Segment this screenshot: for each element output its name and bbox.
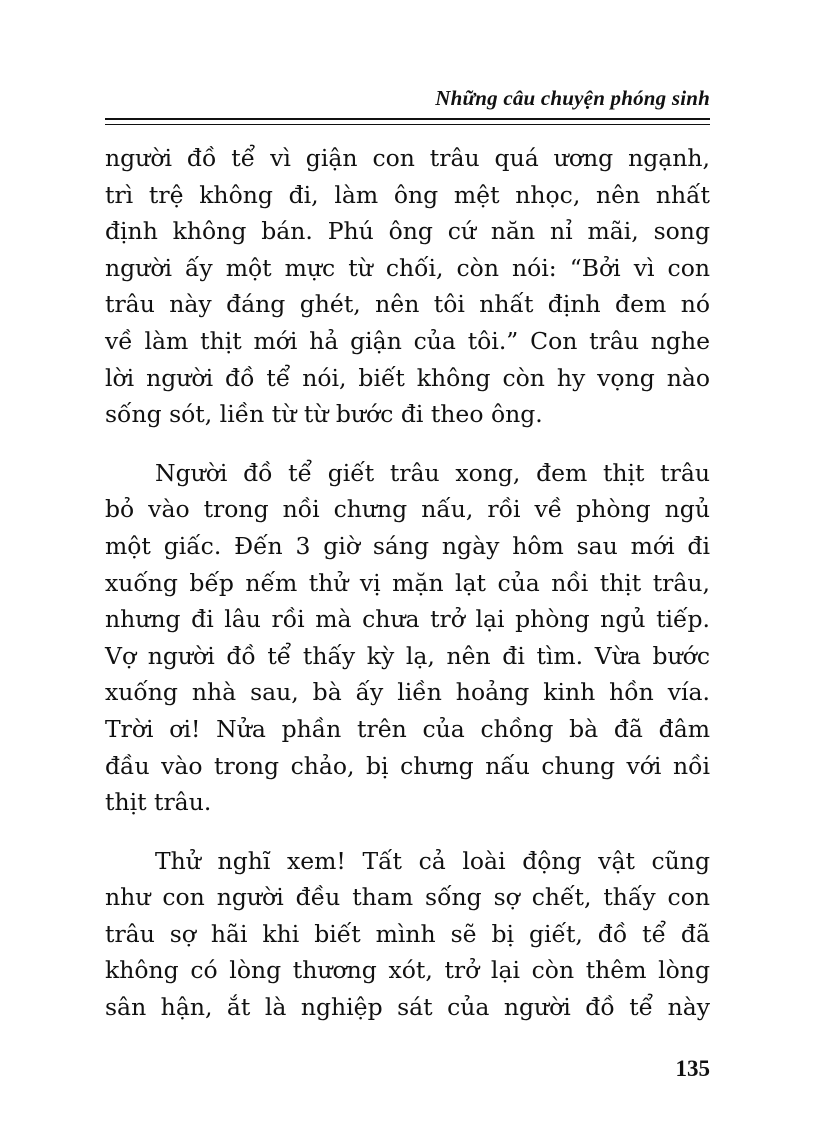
body-text [105,140,710,1026]
header-rule-bottom [105,124,710,125]
text-line: về làm thịt mới hả giận của tôi.” Con trâu nghe [105,326,710,355]
text-line: sân hận, ắt là nghiệp sát của người đồ tể này [105,993,710,1022]
text-line: người ấy một mực từ chối, còn nói: “Bởi vì con [105,253,710,282]
text-line: xuống nhà sau, bà ấy liền hoảng kinh hồn vía. [105,678,710,707]
paragraph-spacer [105,821,710,843]
text-line: như con người đều tham sống sợ chết, thấy con [105,883,710,912]
text-line: đầu vào trong chảo, bị chưng nấu chung với nồi [105,751,710,780]
text-line: nhưng đi lâu rồi mà chưa trở lại phòng ngủ tiếp. [105,605,710,634]
text-line: xuống bếp nếm thử vị mặn lạt của nồi thịt trâu, [105,568,710,597]
text-line: Vợ người đồ tể thấy kỳ lạ, nên đi tìm. Vừa bước [105,641,710,670]
page-number: 135 [675,1056,710,1081]
text-line: sống sót, liền từ từ bước đi theo ông. [105,400,543,429]
text-line: lời người đồ tể nói, biết không còn hy vọng nào [105,363,710,392]
text-line: thịt trâu. [105,788,212,817]
paragraph-1 [105,140,710,433]
text-line: trì trệ không đi, làm ông mệt nhọc, nên nhất [105,180,710,209]
text-line: không có lòng thương xót, trở lại còn thêm lòng [105,956,710,985]
text-line: Người đồ tể giết trâu xong, đem thịt trâu [155,458,710,487]
header-rule-top [105,118,710,120]
text-line: một giấc. Đến 3 giờ sáng ngày hôm sau mới đi [105,531,710,560]
text-line: trâu sợ hãi khi biết mình sẽ bị giết, đồ tể đã [105,919,710,948]
text-line: người đồ tể vì giận con trâu quá ương ngạnh, [105,144,710,172]
text-line: Thử nghĩ xem! Tất cả loài động vật cũng [155,846,710,875]
text-line: trâu này đáng ghét, nên tôi nhất định đem nó [105,290,710,319]
text-line: Trời ơi! Nửa phần trên của chồng bà đã đâm [105,714,710,743]
running-header-title: Những câu chuyện phóng sinh [435,86,710,110]
text-line: bỏ vào trong nồi chưng nấu, rồi về phòng ngủ [105,495,710,524]
paragraph-spacer [105,433,710,455]
paragraph-2 [105,455,710,821]
text-line: định không bán. Phú ông cứ năn nỉ mãi, song [105,217,710,246]
paragraph-3 [105,843,710,1026]
